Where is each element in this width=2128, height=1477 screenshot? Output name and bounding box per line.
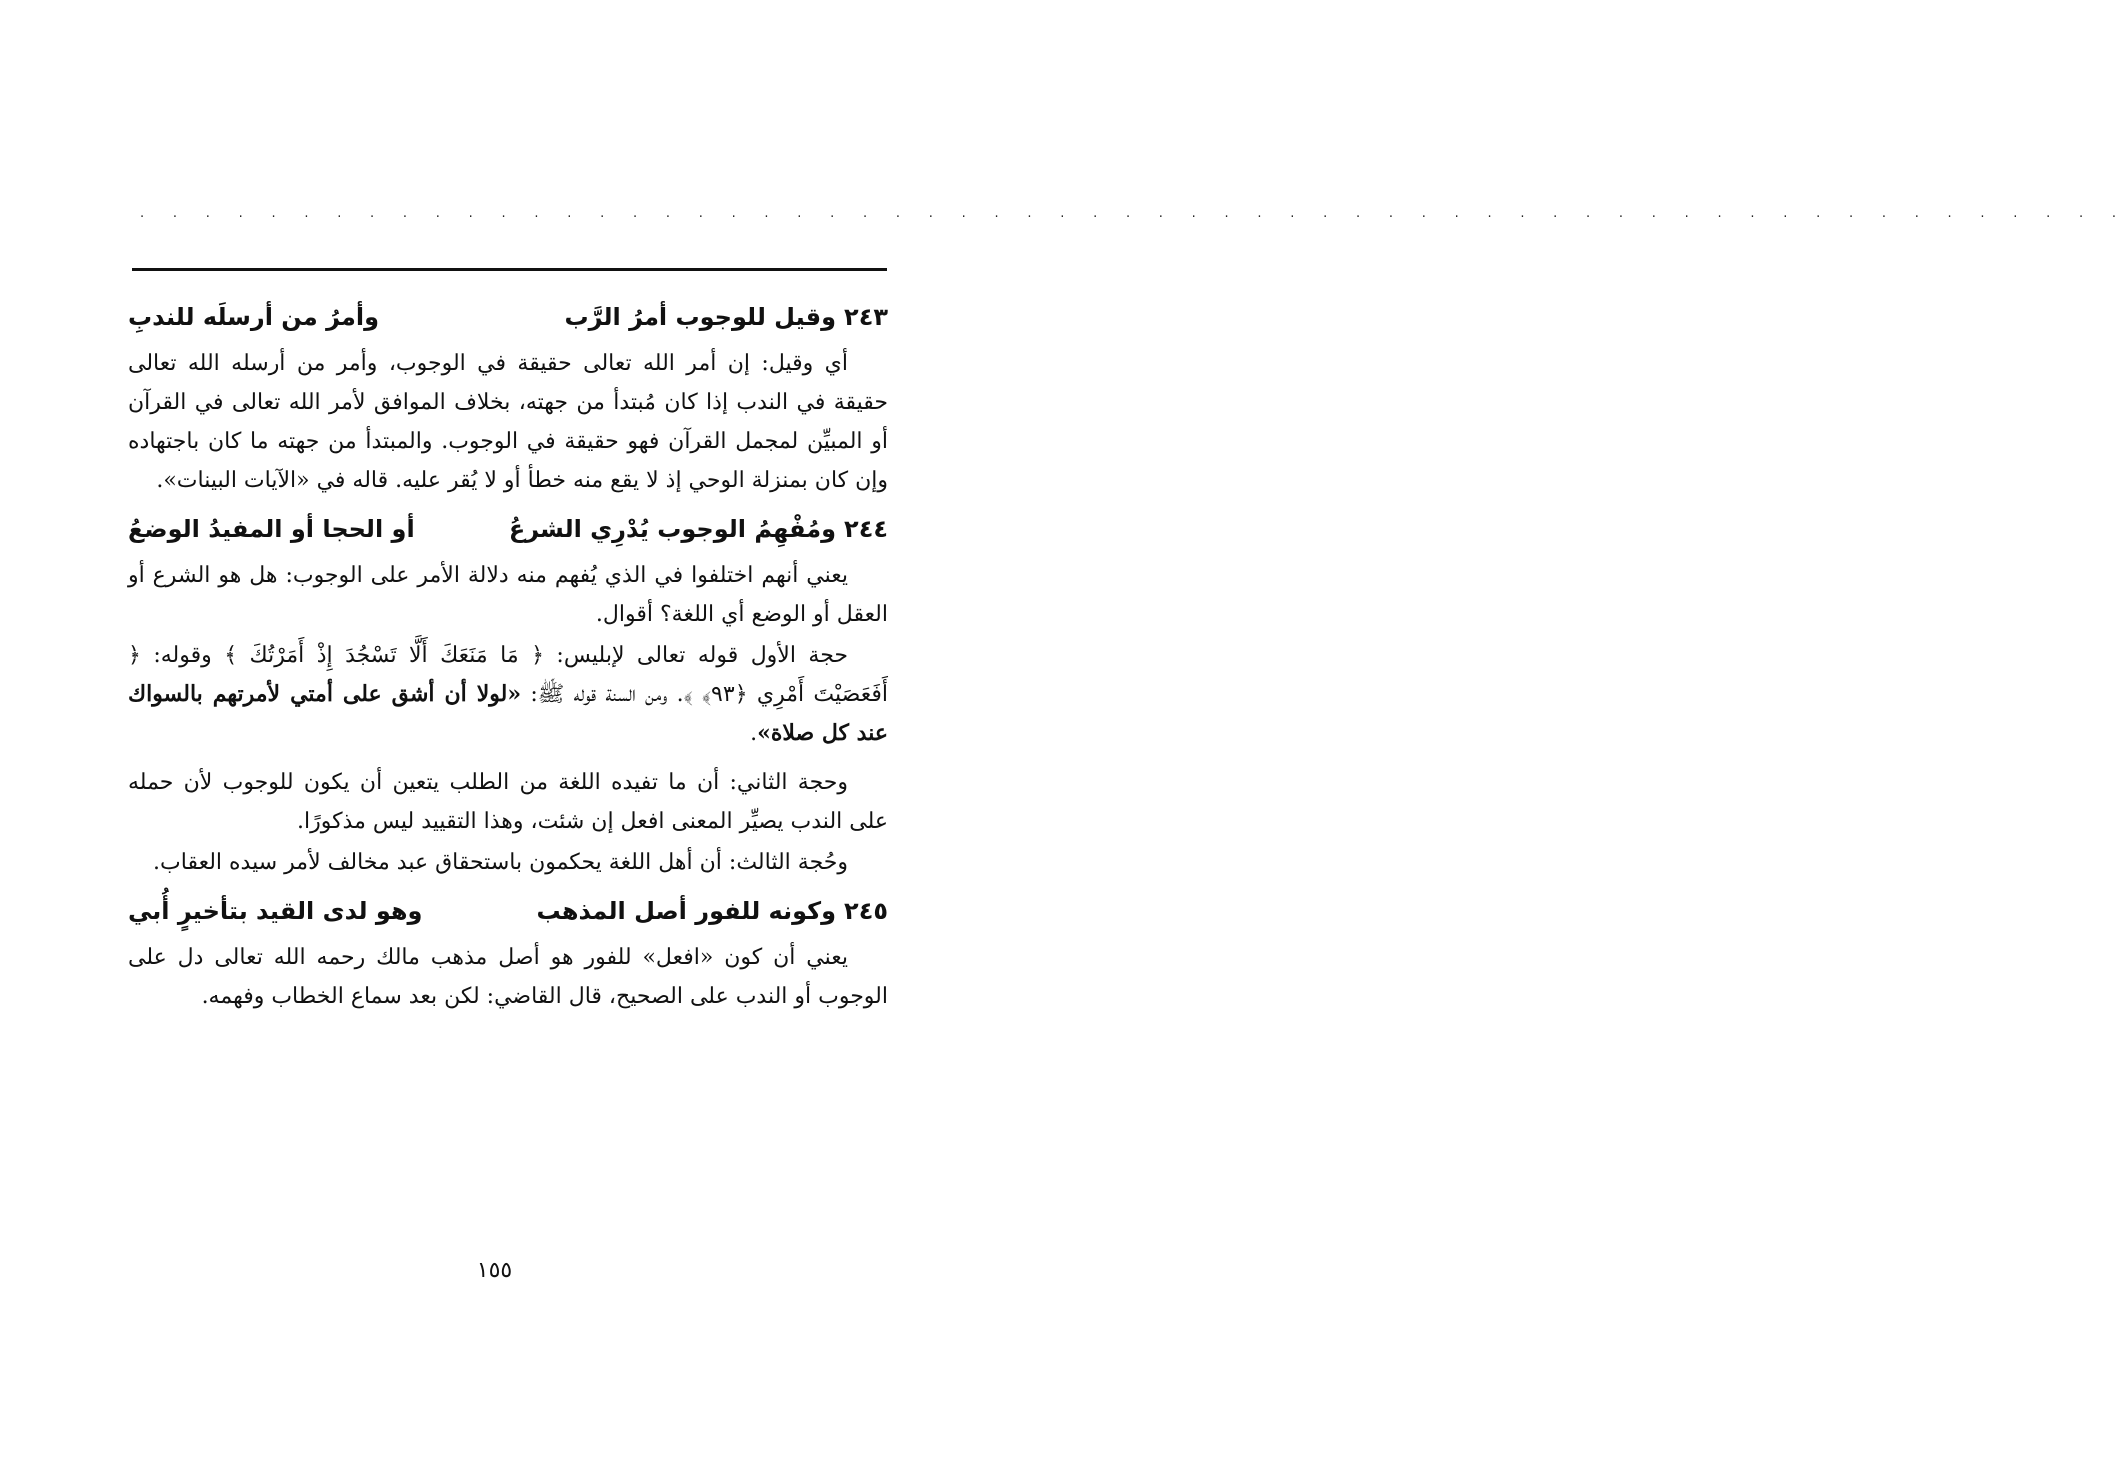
commentary-paragraph: وحُجة الثالث: أن أهل اللغة يحكمون باستحقاق عبد مخالف لأمر سيده العقاب. [153, 850, 848, 875]
verse-number: ٢٤٤ [844, 515, 888, 543]
verse-244 [128, 510, 888, 548]
commentary-paragraph-evidence [128, 636, 888, 753]
verse-245 [128, 892, 888, 930]
verse-number: ٢٤٥ [844, 897, 888, 925]
verse-hemistich-second: وأمرُ من أرسلَه للندبِ [127, 303, 380, 331]
quran-verse: ﴿ أَفَعَصَيْتَ أَمْرِي ﴿٩٣﴾ ﴾ [128, 643, 888, 707]
evidence-text: . ومن السنة قوله ﷺ: [521, 682, 684, 707]
commentary-paragraph: أي وقيل: إن أمر الله تعالى حقيقة في الوجوب، وأمر من أرسله الله تعالى حقيقة في الندب إذا كان مُبتدأ من جهته، بخلاف الموافق لأمر الله تعالى في القرآن أو المبيِّن لمجمل القرآن فهو حقيقة في الوجوب. والمبتدأ من جهته ما كان باجتهاده وإن كان بمنزلة الوحي إذ لا يقع منه خطأ أو لا يُقر عليه. قاله في «الآيات البينات». [128, 351, 888, 493]
page-content [128, 298, 888, 1026]
evidence-text: . [750, 721, 758, 746]
verse-number: ٢٤٣ [844, 303, 888, 331]
verse-hemistich-second: أو الحجا أو المفيدُ الوضعُ [127, 515, 415, 543]
commentary-paragraph: يعني أنهم اختلفوا في الذي يُفهم منه دلالة الأمر على الوجوب: هل هو الشرع أو العقل أو الوضع أي اللغة؟ أقوال. [128, 563, 888, 627]
verse-hemistich-first: وكونه للفور أصل المذهب [536, 897, 837, 925]
hadith-quote: «لولا أن أشق على أمتي لأمرتهم بالسواك عند كل صلاة» [128, 681, 888, 746]
evidence-text: وقوله: [140, 643, 225, 668]
verse-hemistich-first: وقيل للوجوب أمرُ الرَّب [564, 303, 837, 331]
verse-hemistich-first: ومُفْهِمُ الوجوب يُدْرِي الشرعُ [508, 515, 837, 543]
evidence-text: حجة الأول قوله تعالى لإبليس: [543, 643, 849, 668]
verse-hemistich-second: وهو لدى القيد بتأخيرٍ أُبي [127, 897, 423, 925]
commentary-paragraph: يعني أن كون «افعل» للفور هو أصل مذهب مالك رحمه الله تعالى دل على الوجوب أو الندب على الصحيح، قال القاضي: لكن بعد سماع الخطاب وفهمه. [128, 945, 888, 1009]
header-rule [132, 268, 887, 271]
commentary-paragraph: وحجة الثاني: أن ما تفيده اللغة من الطلب يتعين أن يكون للوجوب لأن حمله على الندب يصيِّر المعنى افعل إن شئت، وهذا التقييد ليس مذكورًا. [128, 770, 888, 834]
page-number: ١٥٥ [476, 1258, 513, 1283]
quran-verse: ﴿ مَا مَنَعَكَ أَلَّا تَسْجُدَ إِذْ أَمَرْتُكَ ﴾ [224, 643, 544, 668]
verse-243 [128, 298, 888, 336]
dotted-separator: . . . . . . . . . . . . . . . . . . . . . . . . . . . . . . . . . . . . . . . . . . . . . . . . . . . . . . . . . . . . . [140, 206, 2128, 221]
